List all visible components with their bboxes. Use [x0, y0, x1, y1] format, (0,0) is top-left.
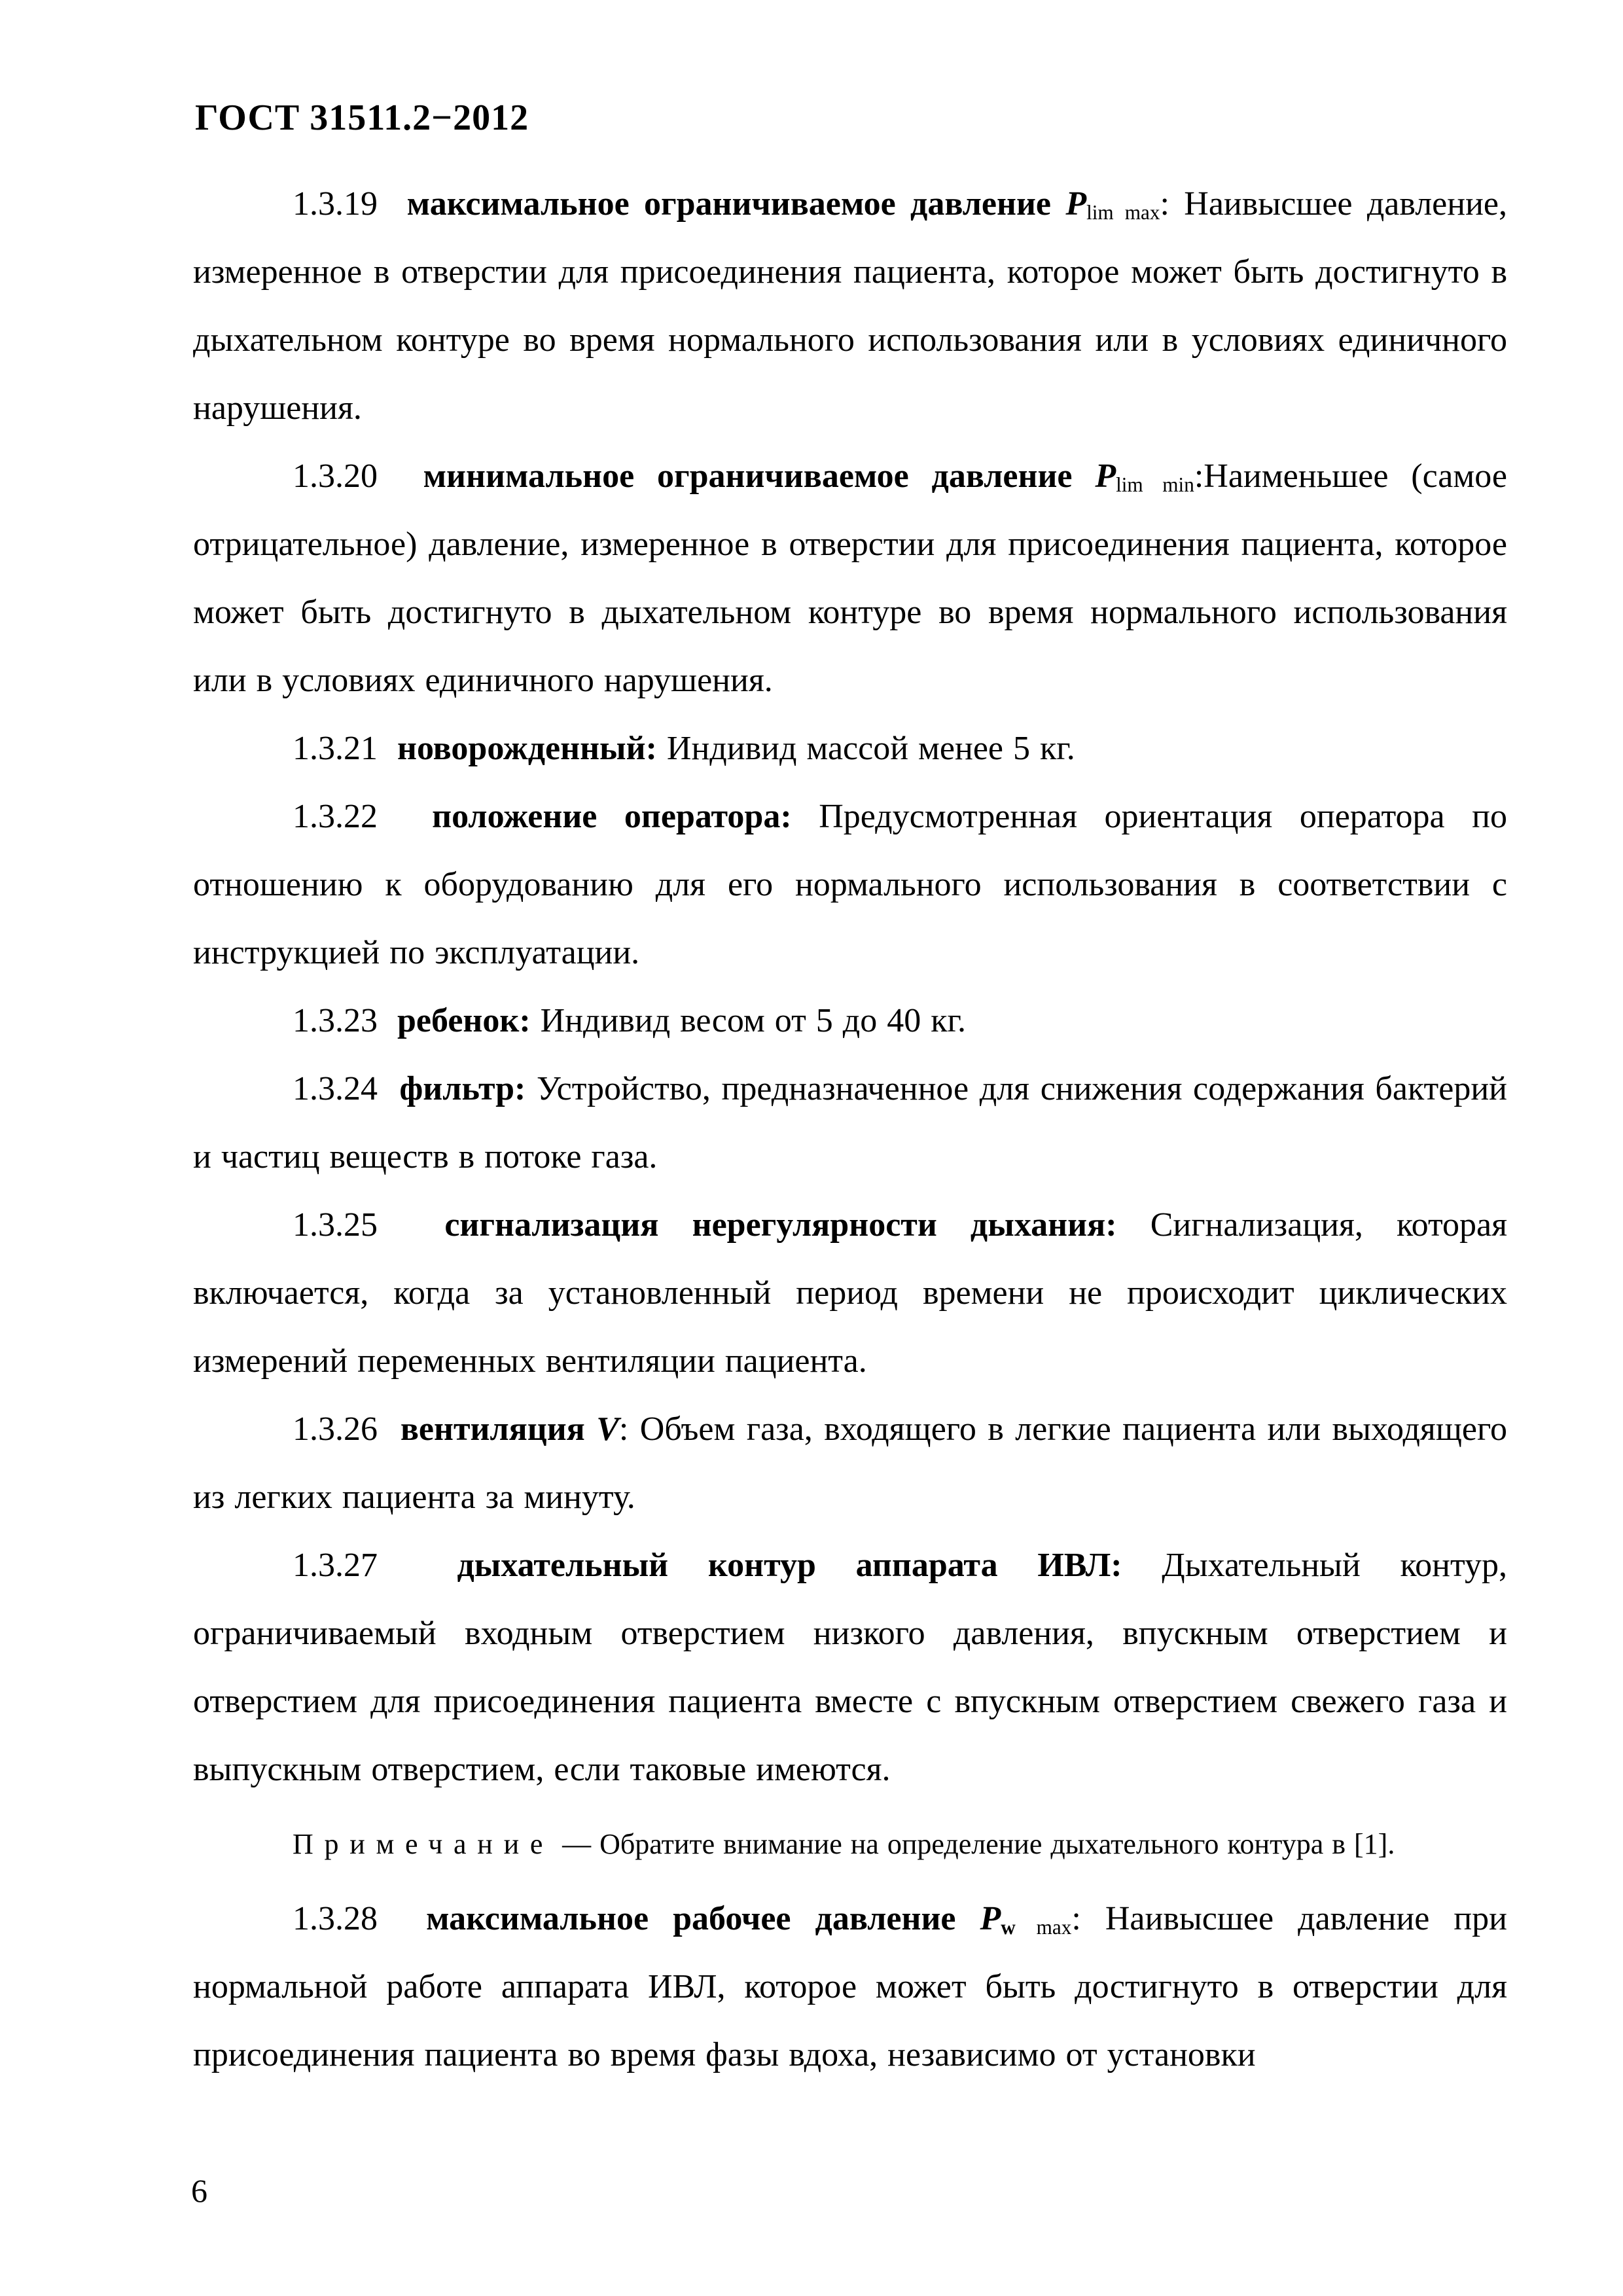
text-run: 1.3.27 — [293, 1547, 457, 1584]
text-run: P — [1065, 185, 1087, 223]
page-number: 6 — [191, 2172, 207, 2209]
text-run: P — [1095, 457, 1116, 495]
text-run: 1.3.24 — [293, 1070, 400, 1107]
document-header: ГОСТ 31511.2−2012 — [195, 98, 529, 138]
text-run: Наивысшее давление, измеренное в отверстии для присоединения пациента, которое может быть достигнуто в дыхательном контуре во время нормального использования или в условиях единичного нарушения. — [193, 185, 1507, 427]
text-run: — Обратите внимание на определение дыхательного контура в [1]. — [554, 1828, 1395, 1860]
text-run: max — [1015, 1915, 1072, 1939]
text-run: ребенок: — [397, 1002, 541, 1039]
definition-1-3-21 — [193, 715, 1507, 783]
text-run: 1.3.23 — [293, 1002, 397, 1039]
text-run: максимальное рабочее давление — [426, 1900, 980, 1937]
text-run: вентиляция — [400, 1410, 597, 1448]
text-run: : — [1071, 1900, 1105, 1937]
text-run: Индивид массой менее 5 кг. — [666, 730, 1075, 767]
text-run: 1.3.26 — [293, 1410, 401, 1448]
text-run: w — [1001, 1915, 1016, 1939]
definition-1-3-25 — [193, 1191, 1507, 1395]
text-run: 1.3.20 — [293, 457, 423, 495]
definition-1-3-22 — [193, 783, 1507, 987]
definition-1-3-19 — [193, 170, 1507, 442]
text-run: Устройство, предназначенное для снижения содержания бактерий и частиц веществ в потоке газа. — [193, 1070, 1507, 1175]
text-run: 1.3.22 — [293, 798, 433, 835]
text-run: Наивысшее давление при нормальной работе аппарата ИВЛ, которое может быть достигнуто в отверстии для присоединения пациента во время фазы вдоха, независимо от установки — [193, 1900, 1507, 2073]
definition-1-3-28 — [193, 1885, 1507, 2089]
text-run: Дыхательный контур, ограничиваемый входным отверстием низкого давления, впускным отверстием и отверстием для присоединения пациента вместе с впускным отверстием свежего газа и выпускным отверстием, если таковые имеются. — [193, 1547, 1508, 1788]
text-run: : — [1160, 185, 1185, 223]
definition-1-3-23 — [193, 987, 1507, 1055]
text-run: : — [618, 1410, 640, 1448]
definition-1-3-26 — [193, 1395, 1507, 1532]
text-run: 1.3.21 — [293, 730, 397, 767]
text-run: :Наименьшее (самое отрицательное) давление, измеренное в отверстии для присоединения пациента, которое может быть достигнуто в дыхательном контуре во время нормального использования или в условиях единичного нарушения. — [193, 457, 1508, 699]
text-run: Сигнализация, которая включается, когда за установленный период времени не происходит циклических измерений переменных вентиляции пациента. — [193, 1206, 1507, 1380]
text-run: Примечание — [293, 1828, 554, 1860]
text-run: дыхательный контур аппарата ИВЛ: — [457, 1547, 1162, 1584]
text-run: фильтр: — [399, 1070, 537, 1107]
definition-1-3-27 — [193, 1532, 1507, 1804]
text-run: сигнализация нерегулярности дыхания: — [444, 1206, 1150, 1244]
text-run: P — [980, 1900, 1001, 1937]
definition-1-3-24 — [193, 1055, 1507, 1191]
text-run: 1.3.19 — [293, 185, 407, 223]
text-run: новорожденный: — [397, 730, 667, 767]
note-breathing-circuit — [193, 1810, 1507, 1878]
text-run: 1.3.25 — [293, 1206, 445, 1244]
text-run: 1.3.28 — [293, 1900, 427, 1937]
text-run: положение оператора: — [432, 798, 819, 835]
text-run: максимальное ограничиваемое давление — [406, 185, 1066, 223]
text-run: Предусмотренная ориентация оператора по отношению к оборудованию для его нормального использования в соответствии с инструкцией по эксплуатации. — [193, 798, 1508, 971]
document-body — [193, 170, 1507, 2089]
text-run: Объем газа, входящего в легкие пациента или выходящего из легких пациента за минуту. — [193, 1410, 1507, 1516]
text-run: Индивид весом от 5 до 40 кг. — [540, 1002, 966, 1039]
text-run: минимальное ограничиваемое давление — [423, 457, 1096, 495]
text-run: V — [596, 1410, 619, 1448]
text-run: lim max — [1086, 200, 1160, 224]
text-run: lim min — [1116, 473, 1194, 496]
definition-1-3-20 — [193, 442, 1507, 715]
